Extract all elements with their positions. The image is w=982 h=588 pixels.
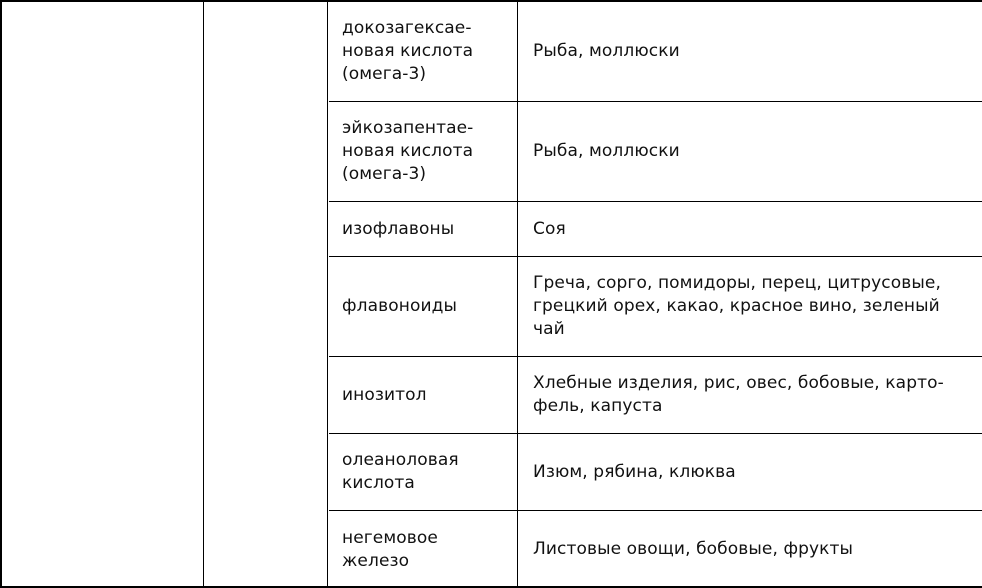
food-sources: Соя (533, 218, 566, 239)
compound-name: негемовое железо (342, 527, 438, 571)
compound-cell (329, 357, 519, 433)
compound-name: инозитол (342, 384, 427, 405)
food-sources: Изюм, рябина, клюква (533, 461, 736, 482)
food-sources: Рыба, моллюски (533, 41, 680, 61)
compound-cell (329, 434, 519, 510)
column-divider-2 (327, 2, 328, 586)
column-divider-1 (203, 2, 204, 586)
sources-cell (519, 2, 982, 101)
compound-cell (329, 202, 519, 256)
table-row (329, 434, 982, 511)
food-sources: Хлебные изделия, рис, овес, бобовые, карто- фель, капуста (533, 373, 944, 416)
sources-cell (519, 434, 982, 510)
sources-cell (519, 202, 982, 256)
compound-name: эйкозапентае- новая кислота (омега-3) (342, 118, 474, 184)
compound-name: флавоноиды (342, 296, 457, 316)
table-row (329, 511, 982, 588)
compound-cell (329, 102, 519, 201)
table-row (329, 2, 982, 102)
sources-cell (519, 102, 982, 201)
food-sources: Листовые овощи, бобовые, фрукты (533, 539, 854, 559)
sources-cell (519, 357, 982, 433)
compound-name: изофлавоны (342, 218, 455, 239)
compound-cell (329, 511, 519, 588)
food-sources: Греча, сорго, помидоры, перец, цитрусовые, грецкий орех, какао, красное вино, зеленый чай (533, 273, 941, 339)
table-row (329, 357, 982, 434)
table-row (329, 202, 982, 257)
table-row (329, 102, 982, 202)
compound-name: докозагексае- новая кислота (омега-3) (342, 18, 474, 84)
compound-cell (329, 257, 519, 356)
compound-name: олеаноловая кислота (342, 450, 459, 493)
food-sources: Рыба, моллюски (533, 141, 680, 161)
sources-cell (519, 511, 982, 588)
table-row (329, 257, 982, 357)
compound-cell (329, 2, 519, 101)
sources-cell (519, 257, 982, 356)
